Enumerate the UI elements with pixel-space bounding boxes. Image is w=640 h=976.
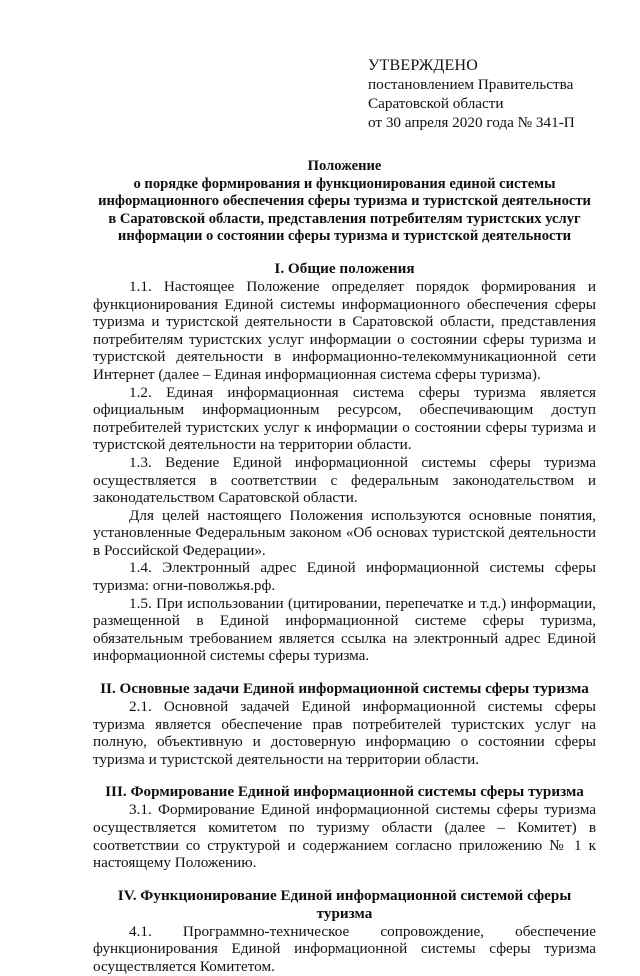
paragraph: 2.1. Основной задачей Единой информационной системы сферы туризма является обеспечение прав потребителей туристских услуг на полную, объективную и достоверную информацию о состоянии сферы туризма и туристской деятельности на территории области. xyxy=(93,698,596,768)
paragraph: Для целей настоящего Положения используются основные понятия, установленные Федеральным законом «Об основах туристской деятельности в Российской Федерации». xyxy=(93,506,596,559)
document-body xyxy=(93,158,596,976)
paragraph: 1.3. Ведение Единой информационной системы сферы туризма осуществляется в соответствии с федеральным законодательством и законодательством Саратовской области. xyxy=(93,453,596,507)
paragraph: 1.1. Настоящее Положение определяет порядок формирования и функционирования Единой системы информационного обеспечения сферы туризма и туристской деятельности в Саратовской области, представления потребителям туристских услуг информации о состоянии сферы туризма и туристской деятельности в информационно-телекоммуникационной сети Интернет (далее – Единая информационная система сферы туризма). xyxy=(93,277,596,383)
section-2 xyxy=(93,680,596,768)
paragraph: 1.5. При использовании (цитировании, перепечатке и т.д.) информации, размещенной в Единой информационной системе сферы туризма, обязательным требованием является ссылка на электронный адрес Единой информационной системы сферы туризма. xyxy=(93,594,596,665)
section-1 xyxy=(93,260,596,665)
section-heading: II. Основные задачи Единой информационной системы сферы туризма xyxy=(100,680,589,698)
paragraph: 3.1. Формирование Единой информационной системы сферы туризма осуществляется комитетом по туризму области (далее – Комитет) в соответствии со структурой и содержанием согласно приложению № 1 к настоящему Положению. xyxy=(93,801,596,872)
approval-heading: УТВЕРЖДЕНО xyxy=(368,57,479,74)
approval-stamp xyxy=(368,56,575,132)
paragraph: 4.1. Программно-техническое сопровождение, обеспечение функционирования Единой информационной системы сферы туризма осуществляется Комитетом. xyxy=(93,922,596,975)
approval-line-1: постановлением Правительства xyxy=(368,76,574,93)
section-heading: I. Общие положения xyxy=(274,259,415,277)
paragraph: 1.2. Единая информационная система сферы туризма является официальным информационным ресурсом, обеспечивающим доступ потребителей туристских услуг к информации о состоянии сферы туризма и туристской деятельности на территории области. xyxy=(93,383,596,454)
approval-line-2: Саратовской области xyxy=(368,95,504,112)
document-subtitle: о порядке формирования и функционирования единой системы информационного обеспечения сферы туризма и туристской деятельности в Саратовской области, представления потребителям туристских услуг информации о состоянии сферы туризма и туристской деятельности xyxy=(98,175,591,245)
section-heading: IV. Функционирование Единой информационной системой сферы туризма xyxy=(117,886,572,922)
document-title xyxy=(93,158,596,246)
section-4 xyxy=(93,887,596,976)
approval-line-3: от 30 апреля 2020 года № 341-П xyxy=(368,114,575,131)
section-3 xyxy=(93,783,596,871)
section-heading: III. Формирование Единой информационной системы сферы туризма xyxy=(105,783,584,801)
paragraph: 1.4. Электронный адрес Единой информационной системы сферы туризма: огни-поволжья.рф. xyxy=(93,559,596,595)
document-type: Положение xyxy=(307,158,382,174)
